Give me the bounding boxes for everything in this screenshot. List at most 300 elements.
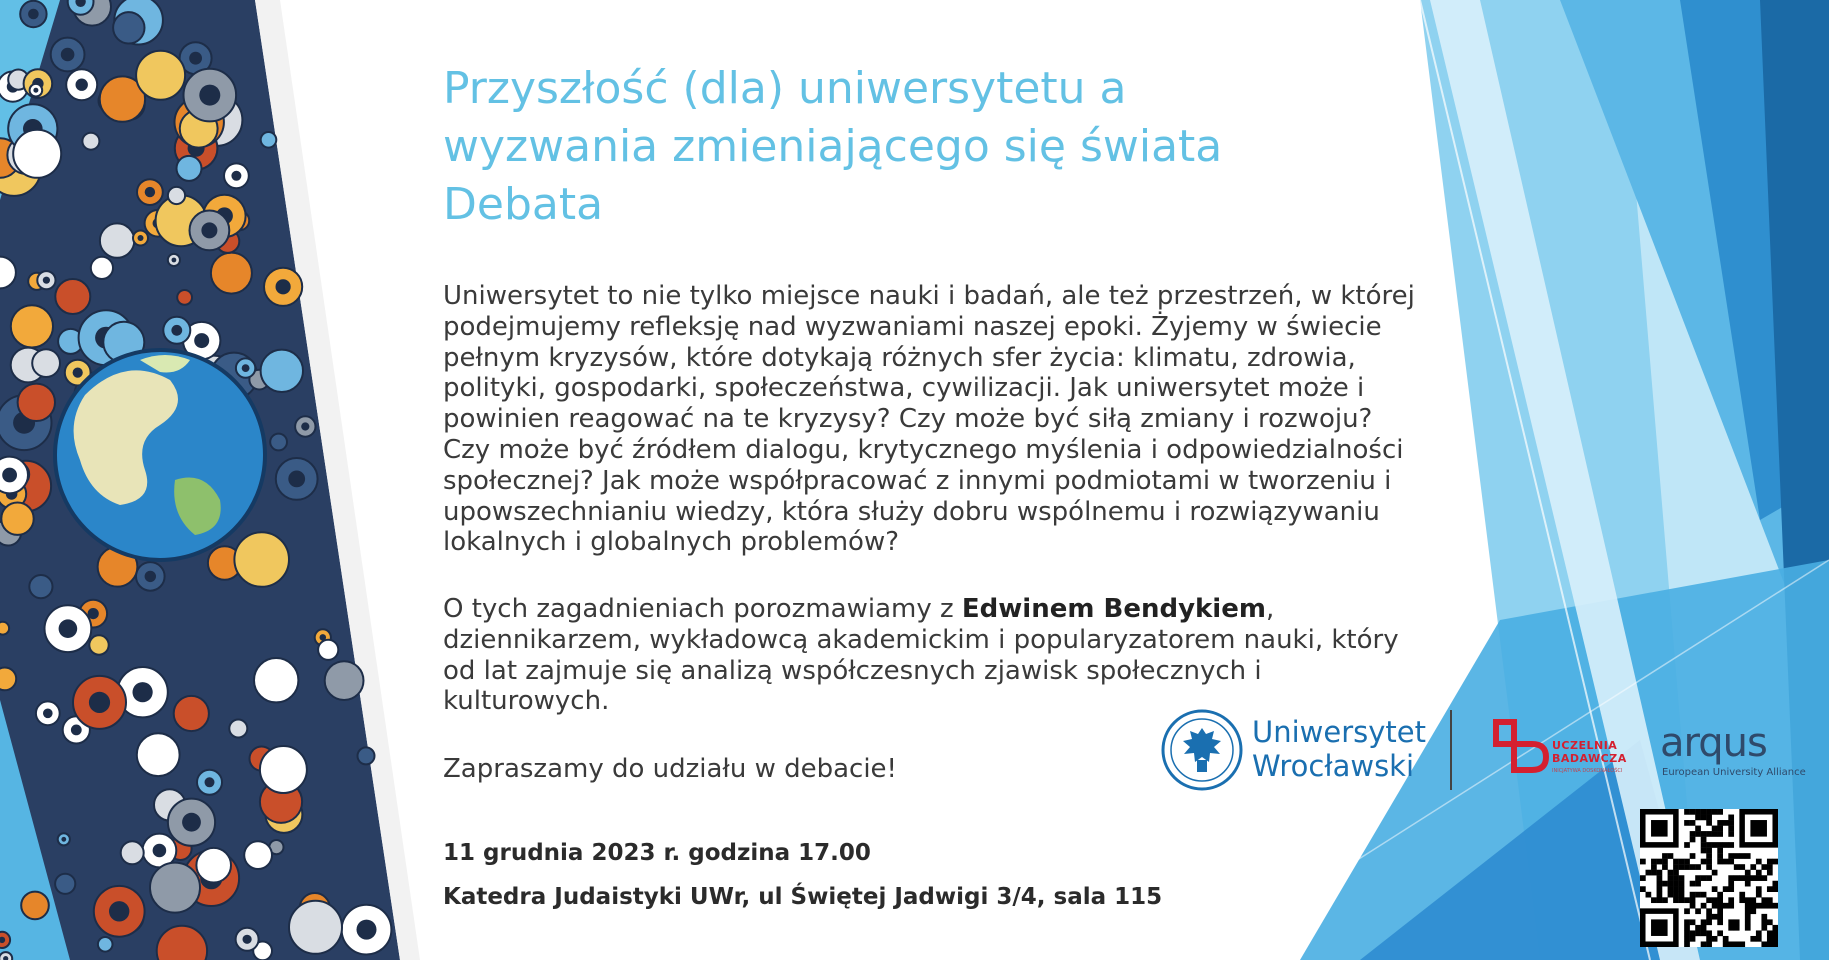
description-line: Uniwersytet to nie tylko miejsce nauki i badań, ale też przestrzeń, w której <box>443 281 1415 311</box>
qr-module <box>1745 897 1751 903</box>
qr-module <box>1728 815 1734 821</box>
qr-module <box>1684 930 1690 936</box>
collage-gear-hub <box>194 333 209 348</box>
qr-module <box>1712 897 1718 903</box>
collage-gear <box>318 640 338 660</box>
collage-gear-hub <box>133 682 153 702</box>
qr-module <box>1717 853 1723 859</box>
collage-gear <box>234 532 289 587</box>
qr-module <box>1706 848 1712 854</box>
collage-gear-hub <box>172 258 177 263</box>
qr-module <box>1701 941 1707 947</box>
event-date: 11 grudnia 2023 r. godzina 17.00 <box>443 840 871 866</box>
qr-module <box>1772 859 1778 865</box>
qr-module <box>1673 859 1679 865</box>
qr-module <box>1701 809 1707 815</box>
qr-module <box>1684 809 1690 815</box>
qr-module <box>1772 903 1778 909</box>
qr-finder <box>1750 820 1767 837</box>
collage-gear-hub <box>109 901 129 921</box>
qr-module <box>1734 925 1740 931</box>
invitation-line: Zapraszamy do udziału w debacie! <box>443 754 897 784</box>
collage-gear-hub <box>2 468 17 483</box>
qr-module <box>1750 864 1756 870</box>
qr-module <box>1706 853 1712 859</box>
collage-gear <box>261 132 277 148</box>
collage-gear <box>150 863 200 913</box>
qr-module <box>1750 875 1756 881</box>
collage-gear-hub <box>28 9 39 20</box>
qr-module <box>1772 886 1778 892</box>
collage-gear <box>177 156 202 181</box>
qr-module <box>1723 820 1729 826</box>
title-line: Przyszłość (dla) uniwersytetu a <box>443 63 1127 114</box>
qr-module <box>1706 930 1712 936</box>
ub-mark-icon <box>1490 718 1550 780</box>
qr-module <box>1679 886 1685 892</box>
qr-module <box>1717 930 1723 936</box>
uwr-logo[interactable] <box>1160 708 1426 794</box>
qr-module <box>1662 853 1668 859</box>
qr-module <box>1745 881 1751 887</box>
qr-module <box>1756 886 1762 892</box>
description-line: upowszechnianiu wiedzy, która służy dobru wspólnemu i rozwiązywaniu <box>443 496 1380 527</box>
arqus-logo[interactable] <box>1660 722 1810 782</box>
uwr-name-line2: Wrocławski <box>1252 749 1415 783</box>
qr-module <box>1701 925 1707 931</box>
guest-intro-line <box>443 594 1399 625</box>
collage-gear <box>98 937 113 952</box>
collage-gear <box>261 350 303 392</box>
qr-module <box>1690 919 1696 925</box>
qr-module <box>1767 936 1773 942</box>
qr-module <box>1717 859 1723 865</box>
qr-module <box>1690 930 1696 936</box>
qr-module <box>1728 859 1734 865</box>
qr-module <box>1723 859 1729 865</box>
qr-module <box>1712 842 1718 848</box>
guest-name: Edwinem Bendykiem <box>961 594 1266 624</box>
qr-module <box>1695 930 1701 936</box>
qr-module <box>1761 864 1767 870</box>
guest-paragraph <box>443 594 1399 717</box>
collage-gear <box>32 349 60 377</box>
qr-module <box>1706 842 1712 848</box>
description-line: podejmujemy refleksję nad wyzwaniami naszej epoki. Żyjemy w świecie <box>443 311 1382 342</box>
collage-gear <box>289 901 342 954</box>
qr-module <box>1662 881 1668 887</box>
qr-module <box>1701 831 1707 837</box>
qr-finder <box>1651 820 1668 837</box>
qr-module <box>1695 875 1701 881</box>
qr-module <box>1706 897 1712 903</box>
collage-gear-hub <box>145 187 155 197</box>
qr-module <box>1684 941 1690 947</box>
qr-module <box>1767 859 1773 865</box>
qr-module <box>1756 870 1762 876</box>
qr-module <box>1690 837 1696 843</box>
qr-module <box>1767 864 1773 870</box>
qr-module <box>1728 853 1734 859</box>
qr-module <box>1756 859 1762 865</box>
qr-module <box>1772 941 1778 947</box>
qr-module <box>1739 892 1745 898</box>
qr-module <box>1750 936 1756 942</box>
qr-module <box>1706 936 1712 942</box>
qr-module <box>1745 870 1751 876</box>
qr-module <box>1772 881 1778 887</box>
qr-module <box>1734 919 1740 925</box>
collage-gear <box>21 892 49 920</box>
ub-text <box>1552 739 1627 778</box>
qr-module <box>1657 875 1663 881</box>
qr-module <box>1684 925 1690 931</box>
qr-module <box>1695 809 1701 815</box>
qr-module <box>1717 908 1723 914</box>
qr-module <box>1717 831 1723 837</box>
collage-gear <box>358 747 375 764</box>
qr-module <box>1646 892 1652 898</box>
qr-module <box>1662 859 1668 865</box>
qr-module <box>1728 820 1734 826</box>
collage-gear <box>211 253 252 294</box>
collage-gear-hub <box>61 837 66 842</box>
qr-module <box>1761 903 1767 909</box>
qr-module <box>1695 864 1701 870</box>
logo-divider <box>1450 710 1452 790</box>
qr-module <box>1690 897 1696 903</box>
collage-gear-hub <box>61 48 75 62</box>
qr-module <box>1706 815 1712 821</box>
qr-module <box>1690 820 1696 826</box>
qr-module <box>1701 842 1707 848</box>
qr-module <box>1679 875 1685 881</box>
description-line: Czy może być źródłem dialogu, krytycznego myślenia i odpowiedzialności <box>443 434 1404 465</box>
qr-module <box>1673 875 1679 881</box>
qr-module <box>1673 897 1679 903</box>
qr-module <box>1739 875 1745 881</box>
qr-module <box>1728 919 1734 925</box>
qr-module <box>1756 936 1762 942</box>
collage-gear <box>0 668 16 691</box>
qr-module <box>1640 859 1646 865</box>
qr-module <box>1690 809 1696 815</box>
qr-module <box>1690 892 1696 898</box>
collage-gear <box>18 384 55 421</box>
collage-gear <box>270 434 287 451</box>
qr-module <box>1690 853 1696 859</box>
qr-module <box>1728 941 1734 947</box>
qr-module <box>1723 936 1729 942</box>
collage-gear <box>11 305 53 347</box>
qr-module <box>1668 892 1674 898</box>
qr-module <box>1739 853 1745 859</box>
qr-module <box>1745 903 1751 909</box>
qr-module <box>1728 903 1734 909</box>
collage-gear-hub <box>76 79 88 91</box>
collage-gear <box>121 841 144 864</box>
collage-gear-hub <box>73 368 83 378</box>
collage-gear <box>91 257 113 279</box>
qr-module <box>1712 936 1718 942</box>
qr-module <box>1684 820 1690 826</box>
collage-gear-hub <box>201 222 217 238</box>
qr-module <box>1723 903 1729 909</box>
description-line: polityki, gospodarki, społeczeństwa, cywilizacji. Jak uniwersytet może i <box>443 373 1365 404</box>
qr-module <box>1657 892 1663 898</box>
qr-module <box>1717 820 1723 826</box>
collage-gear <box>113 12 144 43</box>
collage-gear-hub <box>242 364 250 372</box>
qr-module <box>1679 881 1685 887</box>
collage-gear <box>89 635 108 654</box>
qr-module <box>1690 864 1696 870</box>
collage-gear <box>260 746 307 793</box>
qr-module <box>1662 864 1668 870</box>
qr-module <box>1739 941 1745 947</box>
qr-module <box>1717 897 1723 903</box>
collage-gear-hub <box>153 844 167 858</box>
qr-module <box>1684 936 1690 942</box>
event-location: Katedra Judaistyki UWr, ul Świętej Jadwigi 3/4, sala 115 <box>443 884 1163 910</box>
qr-module <box>1679 859 1685 865</box>
qr-module <box>1706 820 1712 826</box>
qr-module <box>1651 864 1657 870</box>
qr-module <box>1728 842 1734 848</box>
qr-module <box>1712 914 1718 920</box>
qr-module <box>1756 892 1762 898</box>
description-line: lokalnych i globalnych problemów? <box>443 527 900 558</box>
qr-module <box>1679 892 1685 898</box>
qr-module <box>1750 903 1756 909</box>
collage-gear-hub <box>182 813 201 832</box>
qr-module <box>1712 831 1718 837</box>
collage-gear <box>82 133 99 150</box>
qr-module <box>1673 864 1679 870</box>
collage-gear-hub <box>357 920 377 940</box>
event-title <box>443 60 1343 234</box>
qr-module <box>1684 919 1690 925</box>
qr-module <box>1657 881 1663 887</box>
description-line: powinien reagować na te kryzysy? Czy może być siłą zmiany i rozwoju? <box>443 404 1373 435</box>
collage-gear <box>177 290 192 305</box>
qr-module <box>1679 864 1685 870</box>
qr-module <box>1706 919 1712 925</box>
collage-gear <box>137 733 180 776</box>
collage-gear <box>254 658 298 702</box>
qr-module <box>1706 908 1712 914</box>
qr-module <box>1640 886 1646 892</box>
qr-module <box>1734 875 1740 881</box>
qr-module <box>1701 859 1707 865</box>
collage-gear-hub <box>243 935 252 944</box>
collage-gear-hub <box>171 325 182 336</box>
qr-module <box>1706 864 1712 870</box>
qr-module <box>1668 881 1674 887</box>
qr-module <box>1690 881 1696 887</box>
qr-module <box>1745 853 1751 859</box>
qr-module <box>1767 930 1773 936</box>
arqus-subtitle: European University Alliance <box>1662 767 1806 778</box>
qr-module <box>1701 903 1707 909</box>
qr-module <box>1712 886 1718 892</box>
collage-gear-hub <box>33 88 38 93</box>
qr-module <box>1717 914 1723 920</box>
qr-module <box>1734 941 1740 947</box>
guest-line: kulturowych. <box>443 686 610 717</box>
qr-module <box>1673 886 1679 892</box>
collage-gear-hub <box>59 619 78 638</box>
collage-gear-hub <box>43 709 53 719</box>
qr-module <box>1657 897 1663 903</box>
description-paragraph <box>443 281 1415 558</box>
qr-module <box>1684 864 1690 870</box>
qr-module <box>1657 886 1663 892</box>
collage-gear <box>100 223 134 257</box>
title-line: wyzwania zmieniającego się świata <box>443 121 1223 172</box>
qr-module <box>1717 809 1723 815</box>
qr-module <box>1734 853 1740 859</box>
qr-module <box>1750 897 1756 903</box>
collage-gear-hub <box>301 422 309 430</box>
qr-module <box>1761 941 1767 947</box>
qr-module <box>1739 897 1745 903</box>
qr-code[interactable] <box>1640 809 1778 947</box>
collage-gear-hub <box>276 279 291 294</box>
qr-module <box>1717 892 1723 898</box>
collage-gear-hub <box>199 85 220 106</box>
qr-module <box>1684 842 1690 848</box>
qr-module <box>1761 875 1767 881</box>
qr-module <box>1690 936 1696 942</box>
qr-module <box>1717 842 1723 848</box>
qr-module <box>1684 859 1690 865</box>
qr-module <box>1728 925 1734 931</box>
qr-module <box>1739 864 1745 870</box>
collage-gear <box>229 720 247 738</box>
qr-module <box>1712 809 1718 815</box>
qr-module <box>1668 853 1674 859</box>
qr-module <box>1767 897 1773 903</box>
uwr-name-line1: Uniwersytet <box>1252 715 1426 749</box>
guest-intro: O tych zagadnieniach porozmawiamy z <box>443 594 962 624</box>
qr-module <box>1745 925 1751 931</box>
qr-module <box>1651 897 1657 903</box>
qr-module <box>1734 864 1740 870</box>
collage-gear <box>174 696 209 731</box>
qr-module <box>1651 870 1657 876</box>
qr-module <box>1668 875 1674 881</box>
uczelnia-badawcza-logo[interactable] <box>1490 718 1627 780</box>
qr-module <box>1772 936 1778 942</box>
collage-gear <box>325 661 364 700</box>
qr-module <box>1745 908 1751 914</box>
qr-module <box>1679 897 1685 903</box>
description-line: społecznej? Jak może współpracować z innymi podmiotami w tworzeniu i <box>443 465 1392 496</box>
qr-module <box>1706 859 1712 865</box>
collage-gear <box>55 874 75 894</box>
qr-module <box>1717 826 1723 832</box>
qr-module <box>1767 919 1773 925</box>
ub-line2: BADAWCZA <box>1552 752 1627 765</box>
qr-module <box>1728 826 1734 832</box>
collage-gear <box>0 622 9 635</box>
qr-module <box>1750 908 1756 914</box>
qr-module <box>1701 919 1707 925</box>
qr-module <box>1717 919 1723 925</box>
qr-module <box>1690 903 1696 909</box>
qr-module <box>1646 870 1652 876</box>
qr-module <box>1673 892 1679 898</box>
collage-gear <box>29 575 52 598</box>
guest-line: od lat zajmuje się analizą współczesnych zjawisk społecznych i <box>443 655 1262 686</box>
qr-module <box>1767 903 1773 909</box>
qr-module <box>1772 930 1778 936</box>
qr-module <box>1701 892 1707 898</box>
qr-module <box>1657 870 1663 876</box>
qr-module <box>1761 897 1767 903</box>
collage-gear-hub <box>145 571 156 582</box>
guest-line: dziennikarzem, wykładowcą akademickim i popularyzatorem nauki, który <box>443 624 1399 655</box>
qr-module <box>1701 815 1707 821</box>
qr-module <box>1662 897 1668 903</box>
collage-gear-hub <box>288 471 305 488</box>
qr-module <box>1728 875 1734 881</box>
qr-module <box>1728 881 1734 887</box>
qr-module <box>1668 870 1674 876</box>
qr-module <box>1723 842 1729 848</box>
title-line: Debata <box>443 179 604 230</box>
qr-module <box>1673 881 1679 887</box>
collage-gear-hub <box>205 777 215 787</box>
guest-name-comma: , <box>1265 594 1275 624</box>
collage-gear-hub <box>138 235 144 241</box>
qr-module <box>1712 826 1718 832</box>
qr-module <box>1651 859 1657 865</box>
collage-gear <box>244 841 272 869</box>
qr-module <box>1767 941 1773 947</box>
collage-gear-hub <box>89 692 110 713</box>
qr-module <box>1706 809 1712 815</box>
qr-module <box>1695 892 1701 898</box>
qr-module <box>1701 930 1707 936</box>
uwr-name <box>1252 715 1426 783</box>
qr-module <box>1695 826 1701 832</box>
qr-module <box>1723 886 1729 892</box>
collage-gear <box>168 187 185 204</box>
qr-module <box>1717 903 1723 909</box>
qr-code-icon <box>1640 809 1778 947</box>
eagle-seal-icon <box>1160 708 1244 792</box>
collage-gear <box>196 848 231 883</box>
qr-module <box>1695 815 1701 821</box>
collage-gear-hub <box>71 725 82 736</box>
qr-module <box>1701 875 1707 881</box>
qr-module <box>1695 925 1701 931</box>
collage-gear-hub <box>43 277 50 284</box>
qr-module <box>1695 831 1701 837</box>
qr-module <box>1701 848 1707 854</box>
qr-module <box>1690 831 1696 837</box>
collage-gear <box>13 130 61 178</box>
qr-finder <box>1651 919 1668 936</box>
arqus-name: arqus <box>1660 720 1767 766</box>
description-line: pełnym kryzysów, które dotykają różnych sfer życia: klimatu, zdrowia, <box>443 342 1356 373</box>
qr-module <box>1668 886 1674 892</box>
qr-module <box>1695 908 1701 914</box>
qr-module <box>1701 837 1707 843</box>
qr-module <box>1684 908 1690 914</box>
